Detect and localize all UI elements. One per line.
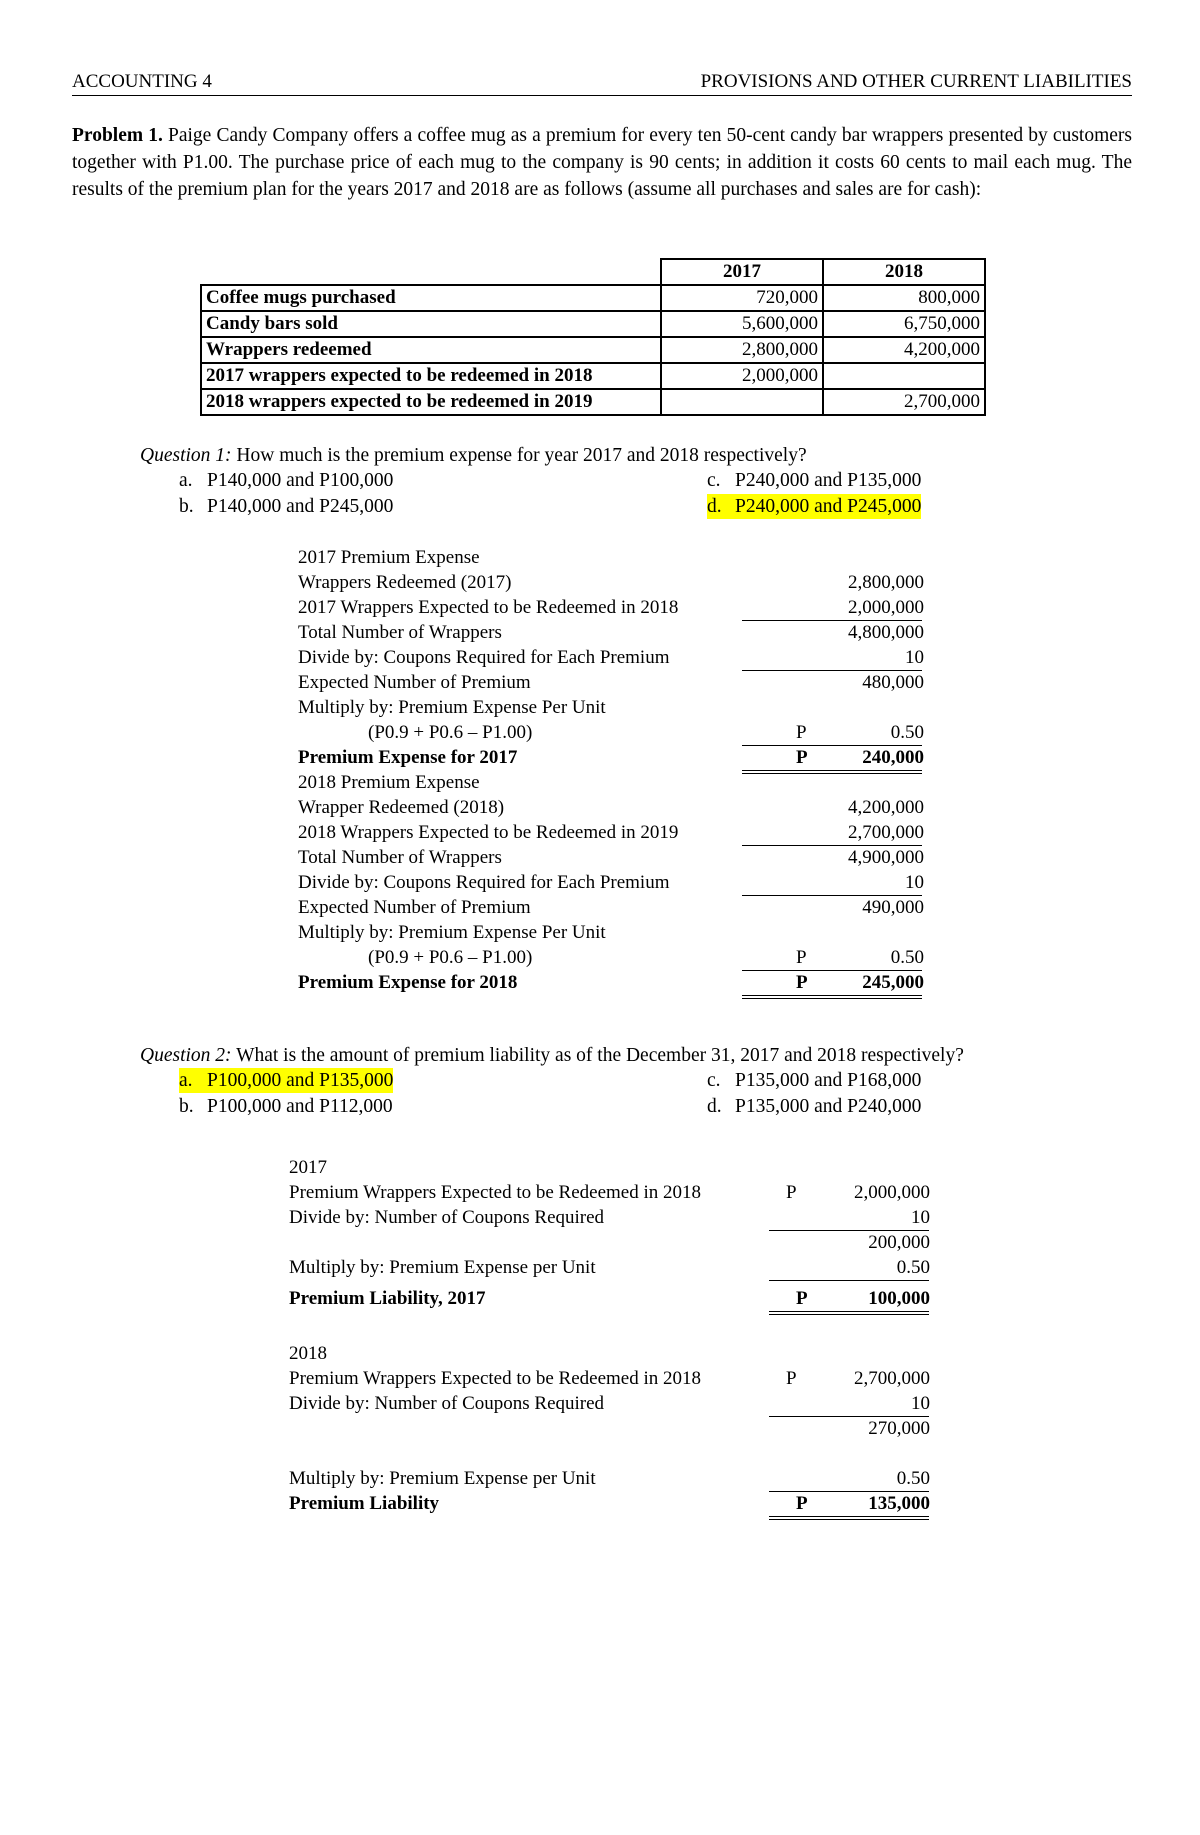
calc-row: Divide by: Number of Coupons Required 10 [289, 1205, 989, 1230]
calc-row: 2017 Wrappers Expected to be Redeemed in 2018 2,000,000 [298, 595, 998, 620]
calc-row: Total Number of Wrappers 4,800,000 [298, 622, 924, 643]
calc-row: (P0.9 + P0.6 – P1.00) P 0.50 [298, 720, 998, 745]
table-row: Candy bars sold 5,600,000 6,750,000 [201, 311, 985, 337]
calc-row: 2017 Premium Expense [298, 547, 480, 568]
q2-option-b[interactable]: b. P100,000 and P112,000 [179, 1096, 393, 1117]
q2-option-a-answer[interactable]: a. P100,000 and P135,000 [179, 1070, 394, 1091]
calc-row: 2018 Premium Expense [298, 772, 480, 793]
liability-year: 2018 [289, 1343, 327, 1364]
question-2-text: What is the amount of premium liability as of the December 31, 2017 and 2018 respectively? [236, 1045, 964, 1066]
table-header-row [201, 259, 985, 285]
calc-row: (P0.9 + P0.6 – P1.00) P 0.50 [298, 945, 998, 970]
calc-row: Total Number of Wrappers 4,900,000 [298, 847, 924, 868]
calc-row: Expected Number of Premium 490,000 [298, 897, 924, 918]
q2-option-c[interactable]: c. P135,000 and P168,000 [707, 1070, 922, 1091]
calc-row-total: Premium Expense for 2017 P 240,000 [298, 745, 998, 770]
calc-row: Wrappers Redeemed (2017) 2,800,000 [298, 572, 924, 593]
table-row: 2017 wrappers expected to be redeemed in 2018 2,000,000 [201, 363, 985, 389]
calc-row: Divide by: Coupons Required for Each Premium 10 [298, 870, 998, 895]
table-row: 2018 wrappers expected to be redeemed in 2019 2,700,000 [201, 389, 985, 415]
calc-row-total: Premium Liability P 135,000 [289, 1491, 989, 1516]
calc-row: 2018 Wrappers Expected to be Redeemed in 2019 2,700,000 [298, 820, 998, 845]
calc-row-total: Premium Liability, 2017 P 100,000 [289, 1286, 989, 1311]
course-title: ACCOUNTING 4 [72, 71, 212, 92]
liability-year: 2017 [289, 1157, 327, 1178]
premium-liability-2018 [289, 1341, 989, 1516]
calc-row: Premium Wrappers Expected to be Redeemed in 2018 P 2,700,000 [289, 1368, 930, 1389]
question-2-label: Question 2: [140, 1045, 232, 1066]
document-page [72, 70, 1132, 1514]
calc-row: Multiply by: Premium Expense Per Unit [298, 697, 606, 718]
question-2 [140, 1043, 964, 1068]
table-row: Wrappers redeemed 2,800,000 4,200,000 [201, 337, 985, 363]
calc-row: Divide by: Coupons Required for Each Premium 10 [298, 645, 998, 670]
problem-statement [72, 122, 1132, 203]
q1-option-c[interactable]: c. P240,000 and P135,000 [707, 470, 922, 491]
q1-option-a[interactable]: a. P140,000 and P100,000 [179, 470, 394, 491]
col-header-2018: 2018 [823, 259, 985, 285]
col-header-2017: 2017 [661, 259, 823, 285]
calc-row: Multiply by: Premium Expense per Unit 0.50 [289, 1255, 989, 1280]
page-header [72, 70, 1132, 96]
calc-row: Premium Wrappers Expected to be Redeemed in 2018 P 2,000,000 [289, 1182, 930, 1203]
problem-title: Problem 1. [72, 125, 163, 146]
q2-option-d[interactable]: d. P135,000 and P240,000 [707, 1096, 922, 1117]
calc-row-total: Premium Expense for 2018 P 245,000 [298, 970, 998, 995]
problem-text: Paige Candy Company offers a coffee mug as a premium for every ten 50-cent candy bar wrappers presented by customers together with P1.00. The purchase price of each mug to the company is 90 cents; in addition it costs 60 cents to mail each mug. The results of the premium plan for the years 2017 and 2018 are as follows (assume all purchases and sales are for cash): [72, 125, 1132, 200]
question-1 [140, 443, 807, 468]
calc-row: Expected Number of Premium 480,000 [298, 672, 924, 693]
question-1-text: How much is the premium expense for year 2017 and 2018 respectively? [236, 445, 807, 466]
calc-row: 200,000 [868, 1232, 930, 1253]
calc-row: Wrapper Redeemed (2018) 4,200,000 [298, 797, 924, 818]
q1-option-d-answer[interactable]: d. P240,000 and P245,000 [707, 496, 922, 517]
premium-liability-2017 [289, 1155, 989, 1311]
premium-data-table [200, 258, 986, 416]
table-row: Coffee mugs purchased 720,000 800,000 [201, 285, 985, 311]
calc-row: Multiply by: Premium Expense Per Unit [298, 922, 606, 943]
calc-row: Multiply by: Premium Expense per Unit 0.50 [289, 1468, 930, 1489]
question-1-label: Question 1: [140, 445, 232, 466]
chapter-title: PROVISIONS AND OTHER CURRENT LIABILITIES [700, 71, 1132, 92]
premium-expense-computation [298, 545, 998, 995]
calc-row: Divide by: Number of Coupons Required 10 [289, 1391, 989, 1416]
q1-option-b[interactable]: b. P140,000 and P245,000 [179, 496, 394, 517]
calc-row: 270,000 [868, 1418, 930, 1439]
